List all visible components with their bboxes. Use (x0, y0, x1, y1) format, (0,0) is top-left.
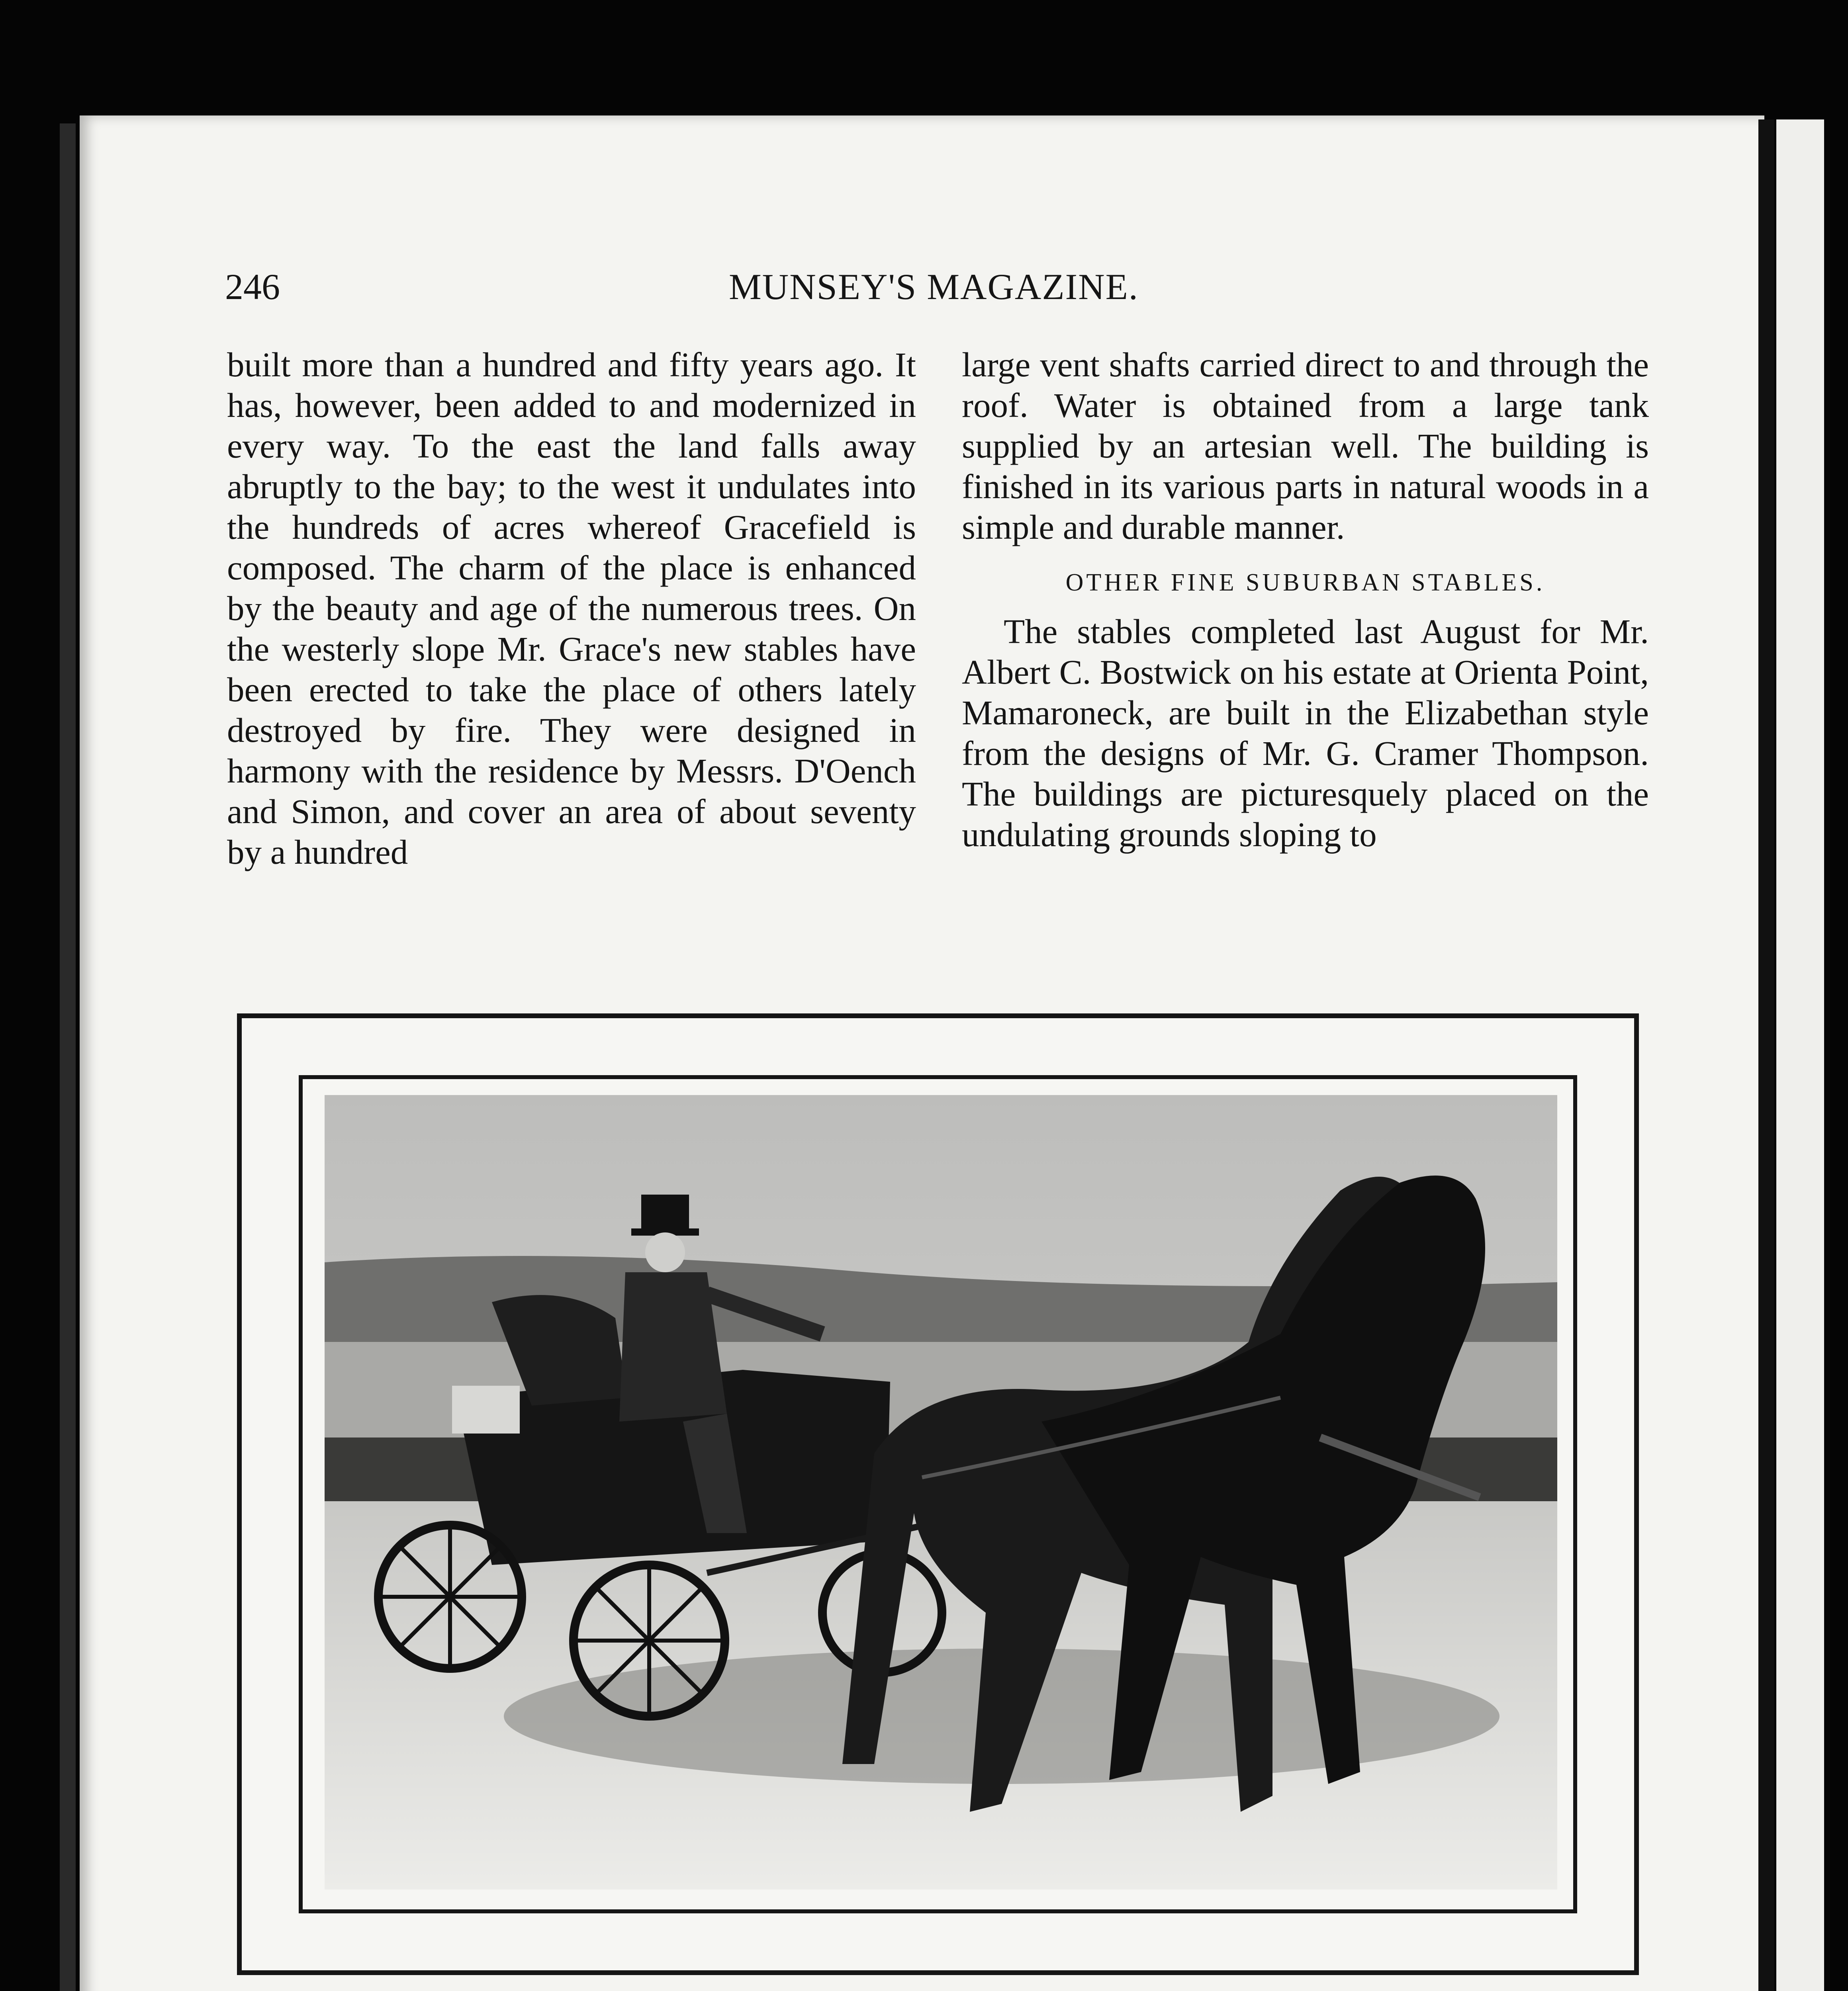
page-edge (60, 123, 76, 1991)
paragraph: large vent shafts carried direct to and through the roof. Water is obtained from a large tank supplied by an artesian well. The building is finished in its various parts in natural woods in a simple and durable manner. (962, 345, 1649, 546)
page-number: 246 (225, 266, 280, 307)
upper-left-column (227, 344, 916, 966)
carriage-and-horses-photo (325, 1095, 1557, 1889)
paragraph: The stables completed last August for Mr. Albert C. Bostwick on his estate at Orienta Point, Mamaroneck, are built in the Elizabethan style from the designs of Mr. G. Cramer Thompson. The buildings are picturesquely placed on the undulating grounds sloping to (962, 612, 1649, 854)
section-subheading: OTHER FINE SUBURBAN STABLES. (1065, 569, 1545, 596)
next-page-edge (1776, 119, 1824, 1991)
magazine-title: MUNSEY'S MAGAZINE. (729, 266, 1139, 307)
book-gutter (1758, 119, 1774, 1991)
paragraph: built more than a hundred and fifty years ago. It has, however, been added to and modernized in every way. To the east the land falls away abruptly to the bay; to the west it undulates into the hundreds of acres whereof Gracefield is composed. The charm of the place is enhanced by the beauty and age of the numerous trees. On the westerly slope Mr. Grace's new stables have been erected to take the place of others lately destroyed by fire. They were designed in harmony with the residence by Messrs. D'Oench and Simon, and cover an area of about seventy by a hundred (227, 345, 916, 871)
illustration-caption (223, 1985, 1649, 1991)
upper-right-column (962, 344, 1649, 966)
